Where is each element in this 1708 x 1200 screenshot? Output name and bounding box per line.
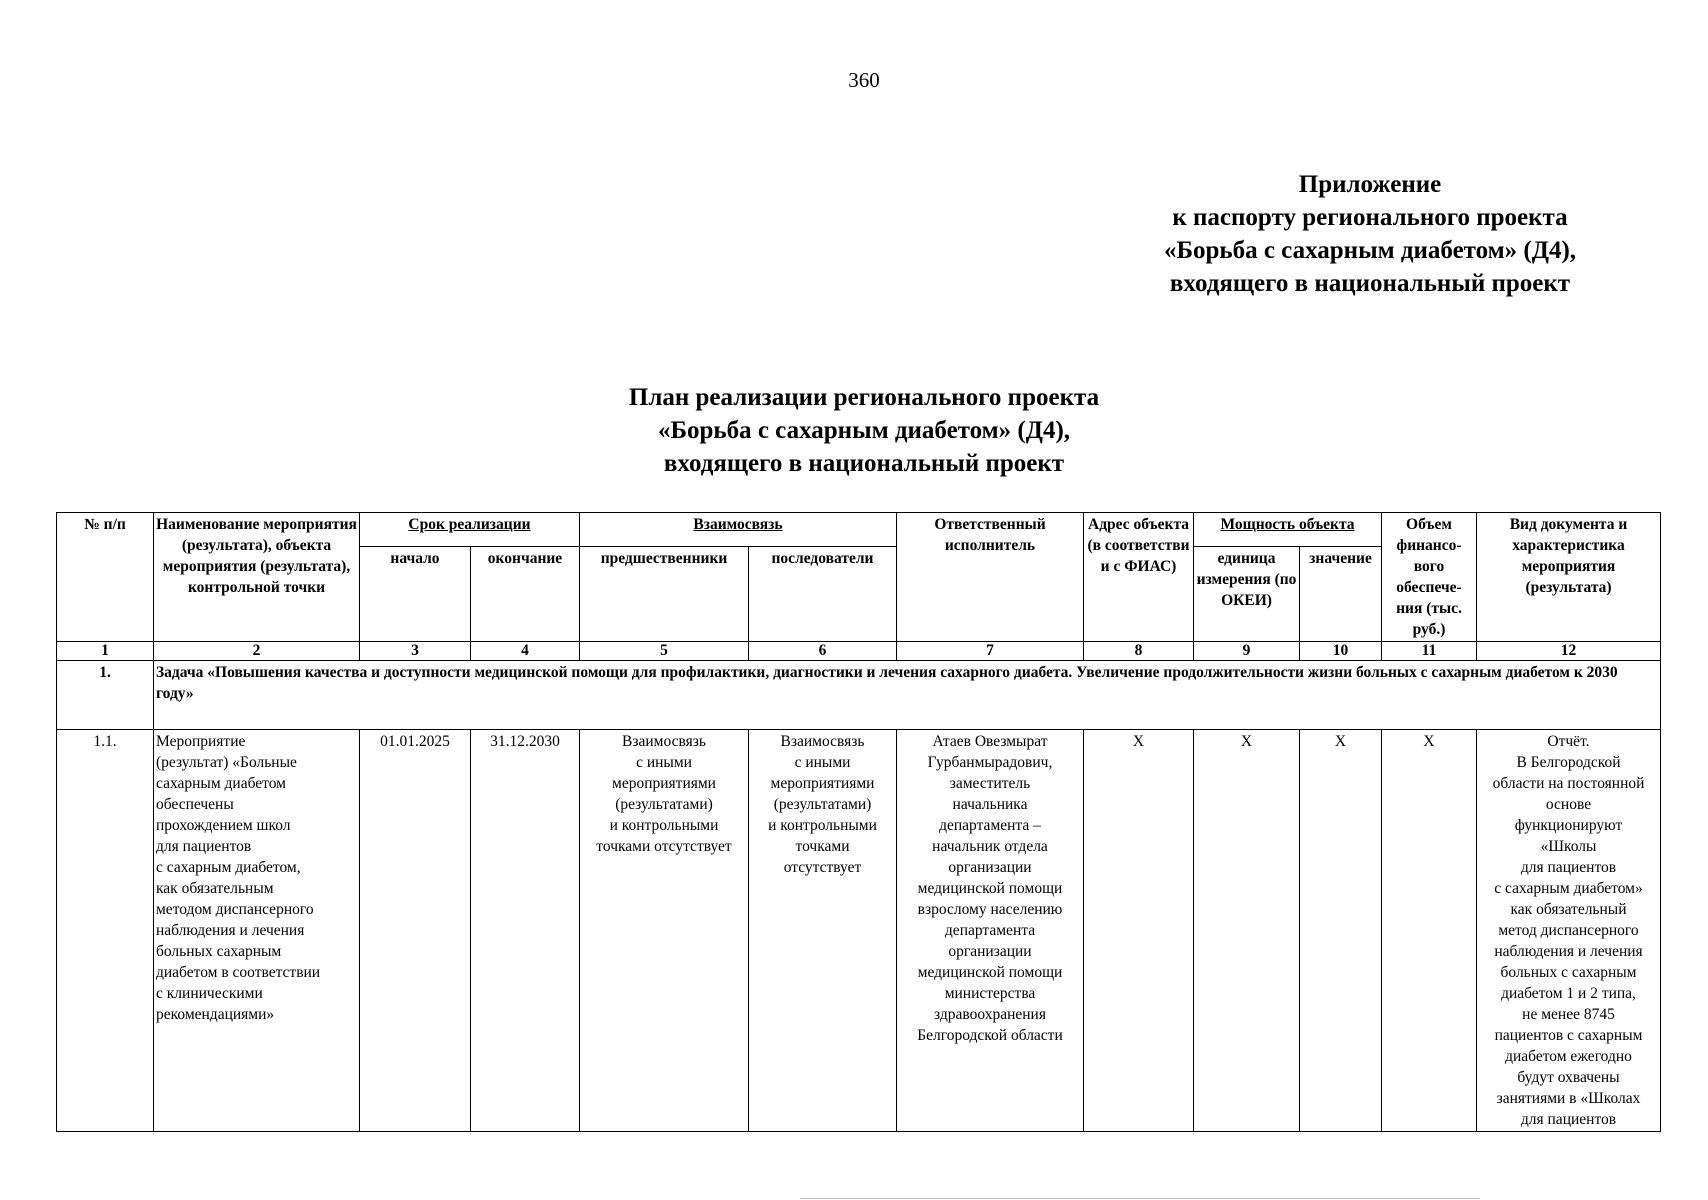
column-number: 7 [897,642,1084,661]
header-value: значение [1300,547,1382,642]
header-doc-type: Вид документа и характеристика мероприятия (результата) [1477,513,1661,642]
column-number: 10 [1300,642,1382,661]
task-text: Задача «Повышения качества и доступности медицинской помощи для профилактики, диагностики и лечения сахарного диабета. Увеличение продолжительности жизни больных с сахарным диабетом к 2030 году» [154,661,1661,730]
event-responsible: Атаев Овезмырат Гурбанмырадович, заместитель начальника департамента – начальник отдела организации медицинской помощи взрослому населению департамента организации медицинской помощи министерства здравоохранения Белгородской области [897,730,1084,1132]
event-doc-type: Отчёт. В Белгородской области на постоянной основе функционируют «Школы для пациентов с сахарным диабетом» как обязательный метод диспансерного наблюдения и лечения больных с сахарным диабетом 1 и 2 типа, не менее 8745 пациентов с сахарным диабетом ежегодно будут охвачены занятиями в «Школах для пациентов [1477,730,1661,1132]
page-bottom-rule [800,1198,1480,1199]
header-end: окончание [471,547,580,642]
appendix-line: «Борьба с сахарным диабетом» (Д4), [1163,237,1577,264]
plan-title-line: «Борьба с сахарным диабетом» (Д4), [657,417,1071,444]
column-number: 6 [749,642,897,661]
column-number: 2 [154,642,360,661]
task-row [57,661,1661,730]
event-name: Мероприятие (результат) «Больные сахарным диабетом обеспечены прохождением школ для пациентов с сахарным диабетом, как обязательным методом диспансерного наблюдения и лечения больных сахарным диабетом в соответствии с клиническими рекомендациями» [154,730,360,1132]
appendix-line: Приложение [1298,171,1442,198]
event-end-date: 31.12.2030 [471,730,580,1132]
event-funding: X [1382,730,1477,1132]
header-period: Срок реализации [360,513,580,547]
plan-title-line: План реализации регионального проекта [628,384,1100,411]
header-successors: последователи [749,547,897,642]
header-relation: Взаимосвязь [580,513,897,547]
page-number: 360 [848,68,880,92]
header-row-1 [57,513,1661,547]
appendix-line: входящего в национальный проект [1169,270,1571,297]
column-number: 12 [1477,642,1661,661]
plan-title [0,381,1708,480]
column-number: 3 [360,642,471,661]
event-row [57,730,1661,1132]
column-number: 5 [580,642,749,661]
event-successors: Взаимосвязь с иными мероприятиями (результатами) и контрольными точками отсутствует [749,730,897,1132]
header-capacity: Мощность объекта [1194,513,1382,547]
plan-table [56,512,1661,1132]
header-predecessors: предшественники [580,547,749,642]
column-number: 8 [1084,642,1194,661]
column-number: 11 [1382,642,1477,661]
event-start-date: 01.01.2025 [360,730,471,1132]
appendix-line: к паспорту регионального проекта [1172,204,1568,231]
column-number: 9 [1194,642,1300,661]
event-address: X [1084,730,1194,1132]
event-unit: X [1194,730,1300,1132]
header-responsible: Ответственный исполнитель [897,513,1084,642]
header-unit: единица измерения (по ОКЕИ) [1194,547,1300,642]
event-value: X [1300,730,1382,1132]
plan-title-line: входящего в национальный проект [663,450,1065,477]
column-number: 1 [57,642,154,661]
appendix-heading [1090,168,1650,300]
header-no: № п/п [57,513,154,642]
header-address: Адрес объекта (в соответстви и с ФИАС) [1084,513,1194,642]
header-funding: Объем финансо- вого обеспече- ния (тыс. руб.) [1382,513,1477,642]
event-predecessors: Взаимосвязь с иными мероприятиями (результатами) и контрольными точками отсутствует [580,730,749,1132]
header-name: Наименование мероприятия (результата), объекта мероприятия (результата), контрольной точки [154,513,360,642]
column-number: 4 [471,642,580,661]
column-number-row [57,642,1661,661]
header-start: начало [360,547,471,642]
event-number: 1.1. [57,730,154,1132]
task-number: 1. [57,661,154,730]
